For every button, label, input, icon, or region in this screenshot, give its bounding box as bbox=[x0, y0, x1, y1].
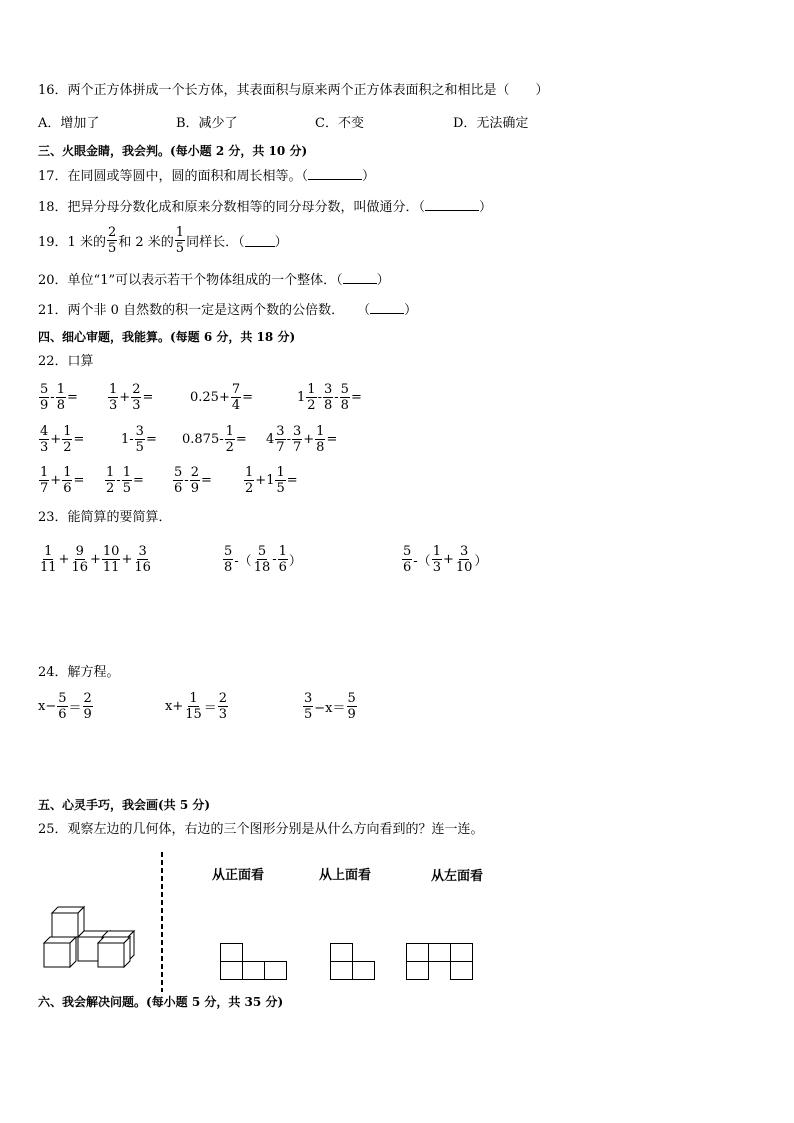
close-paren: ） bbox=[376, 273, 390, 288]
view-figure-2[interactable] bbox=[330, 943, 376, 981]
calc-item: $\frac{4}{3}$ + $\frac{1}{2}$ = bbox=[40, 424, 85, 455]
cube-solid-figure bbox=[40, 905, 140, 967]
answer-blank[interactable] bbox=[308, 168, 362, 180]
equation-item: $\frac{3}{5}$ −x＝ $\frac{5}{9}$ bbox=[304, 691, 356, 722]
view-label-left: 从左面看 bbox=[431, 869, 484, 884]
q19-text-b: 和 2 米的 bbox=[118, 235, 174, 250]
close-paren: ） bbox=[404, 303, 418, 318]
q16-stem: 16．两个正方体拼成一个长方体，其表面积与原来两个正方体表面积之和相比是（ ） bbox=[38, 83, 549, 98]
close-paren: ） bbox=[274, 235, 288, 250]
q18-text: 18．把异分母分数化成和原来分数相等的同分母分数，叫做通分．（ bbox=[38, 200, 426, 215]
section3-title: 三、火眼金睛，我会判。(每小题 2 分，共 10 分) bbox=[38, 144, 308, 158]
calc-item: 1 $\frac{1}{2}$ - $\frac{3}{8}$ - $\frac{5}{8}$ = bbox=[297, 382, 362, 413]
q17-text: 17．在同圆或等圆中，圆的面积和周长相等。（ bbox=[38, 169, 309, 184]
q18 bbox=[38, 199, 492, 216]
q16-option-a: A．增加了 bbox=[38, 116, 100, 131]
q22-title: 22．口算 bbox=[38, 354, 94, 369]
fraction: $\frac{1}{5}$ bbox=[175, 225, 185, 256]
calc-item: $\frac{1}{2}$ + 1 $\frac{1}{5}$ = bbox=[245, 465, 298, 496]
close-paren: ） bbox=[362, 169, 376, 184]
q20-text: 20．单位“1”可以表示若干个物体组成的一个整体．（ bbox=[38, 273, 343, 288]
calc-item: 1- $\frac{3}{5}$ = bbox=[121, 424, 157, 455]
q25-text: 25．观察左边的几何体，右边的三个图形分别是从什么方向看到的？连一连。 bbox=[38, 822, 484, 837]
calc-item: $\frac{5}{6}$ - $\frac{2}{9}$ = bbox=[174, 465, 212, 496]
simplify-item: $\frac{5}{8}$ -（ $\frac{5}{18}$ - $\frac{1}{6}$ ） bbox=[224, 544, 302, 575]
q16-option-c: C．不变 bbox=[315, 116, 364, 131]
answer-blank[interactable] bbox=[370, 302, 404, 314]
q23-title: 23．能简算的要简算． bbox=[38, 510, 172, 525]
section4-title: 四、细心审题，我能算。(每题 6 分，共 18 分) bbox=[38, 330, 296, 344]
q24-title: 24．解方程。 bbox=[38, 665, 120, 680]
q19 bbox=[38, 226, 288, 255]
calc-item: $\frac{1}{7}$ + $\frac{1}{6}$ = bbox=[40, 465, 85, 496]
calc-item: $\frac{1}{2}$ - $\frac{1}{5}$ = bbox=[106, 465, 144, 496]
q16-option-b: B．减少了 bbox=[176, 116, 238, 131]
equation-item: x− $\frac{5}{6}$ ＝ $\frac{2}{9}$ bbox=[38, 691, 92, 722]
answer-blank[interactable] bbox=[425, 199, 479, 211]
q16-option-d: D．无法确定 bbox=[453, 116, 529, 131]
dashed-divider bbox=[160, 852, 164, 992]
close-paren: ） bbox=[479, 200, 493, 215]
answer-blank[interactable] bbox=[343, 272, 377, 284]
section6-title: 六、我会解决问题。(每小题 5 分，共 35 分) bbox=[38, 995, 284, 1009]
calc-item: 4 $\frac{3}{7}$ - $\frac{3}{7}$ + $\frac{1}{8}$ = bbox=[266, 424, 338, 455]
calc-item: 0.25+ $\frac{7}{4}$ = bbox=[190, 382, 254, 413]
fraction: $\frac{2}{5}$ bbox=[107, 225, 117, 256]
calc-item: $\frac{1}{3}$ + $\frac{2}{3}$ = bbox=[109, 382, 154, 413]
view-label-top: 从上面看 bbox=[319, 868, 372, 883]
q19-text-c: 同样长．（ bbox=[186, 235, 245, 250]
view-figure-3[interactable] bbox=[406, 943, 474, 981]
view-label-front: 从正面看 bbox=[212, 868, 265, 883]
calc-item: $\frac{5}{9}$ - $\frac{1}{8}$ = bbox=[40, 382, 78, 413]
calc-item: 0.875- $\frac{1}{2}$ = bbox=[182, 424, 247, 455]
equation-item: x+ $\frac{1}{15}$ ＝ $\frac{2}{3}$ bbox=[165, 691, 228, 722]
section5-title: 五、心灵手巧，我会画(共 5 分) bbox=[38, 798, 211, 812]
simplify-item: $\frac{1}{11}$ + $\frac{9}{16}$ + $\frac{10}{11}$ + $\frac{3}{16}$ bbox=[40, 544, 151, 575]
view-figure-1[interactable] bbox=[220, 943, 288, 981]
q21-text: 21．两个非 0 自然数的积一定是这两个数的公倍数． （ bbox=[38, 303, 371, 318]
q19-text-a: 19．1 米的 bbox=[38, 235, 106, 250]
simplify-item: $\frac{5}{6}$ -（ $\frac{1}{3}$ + $\frac{3}{10}$ ） bbox=[403, 544, 488, 575]
q20 bbox=[38, 272, 390, 289]
q21 bbox=[38, 302, 417, 319]
answer-blank[interactable] bbox=[245, 235, 275, 247]
q17 bbox=[38, 168, 375, 185]
